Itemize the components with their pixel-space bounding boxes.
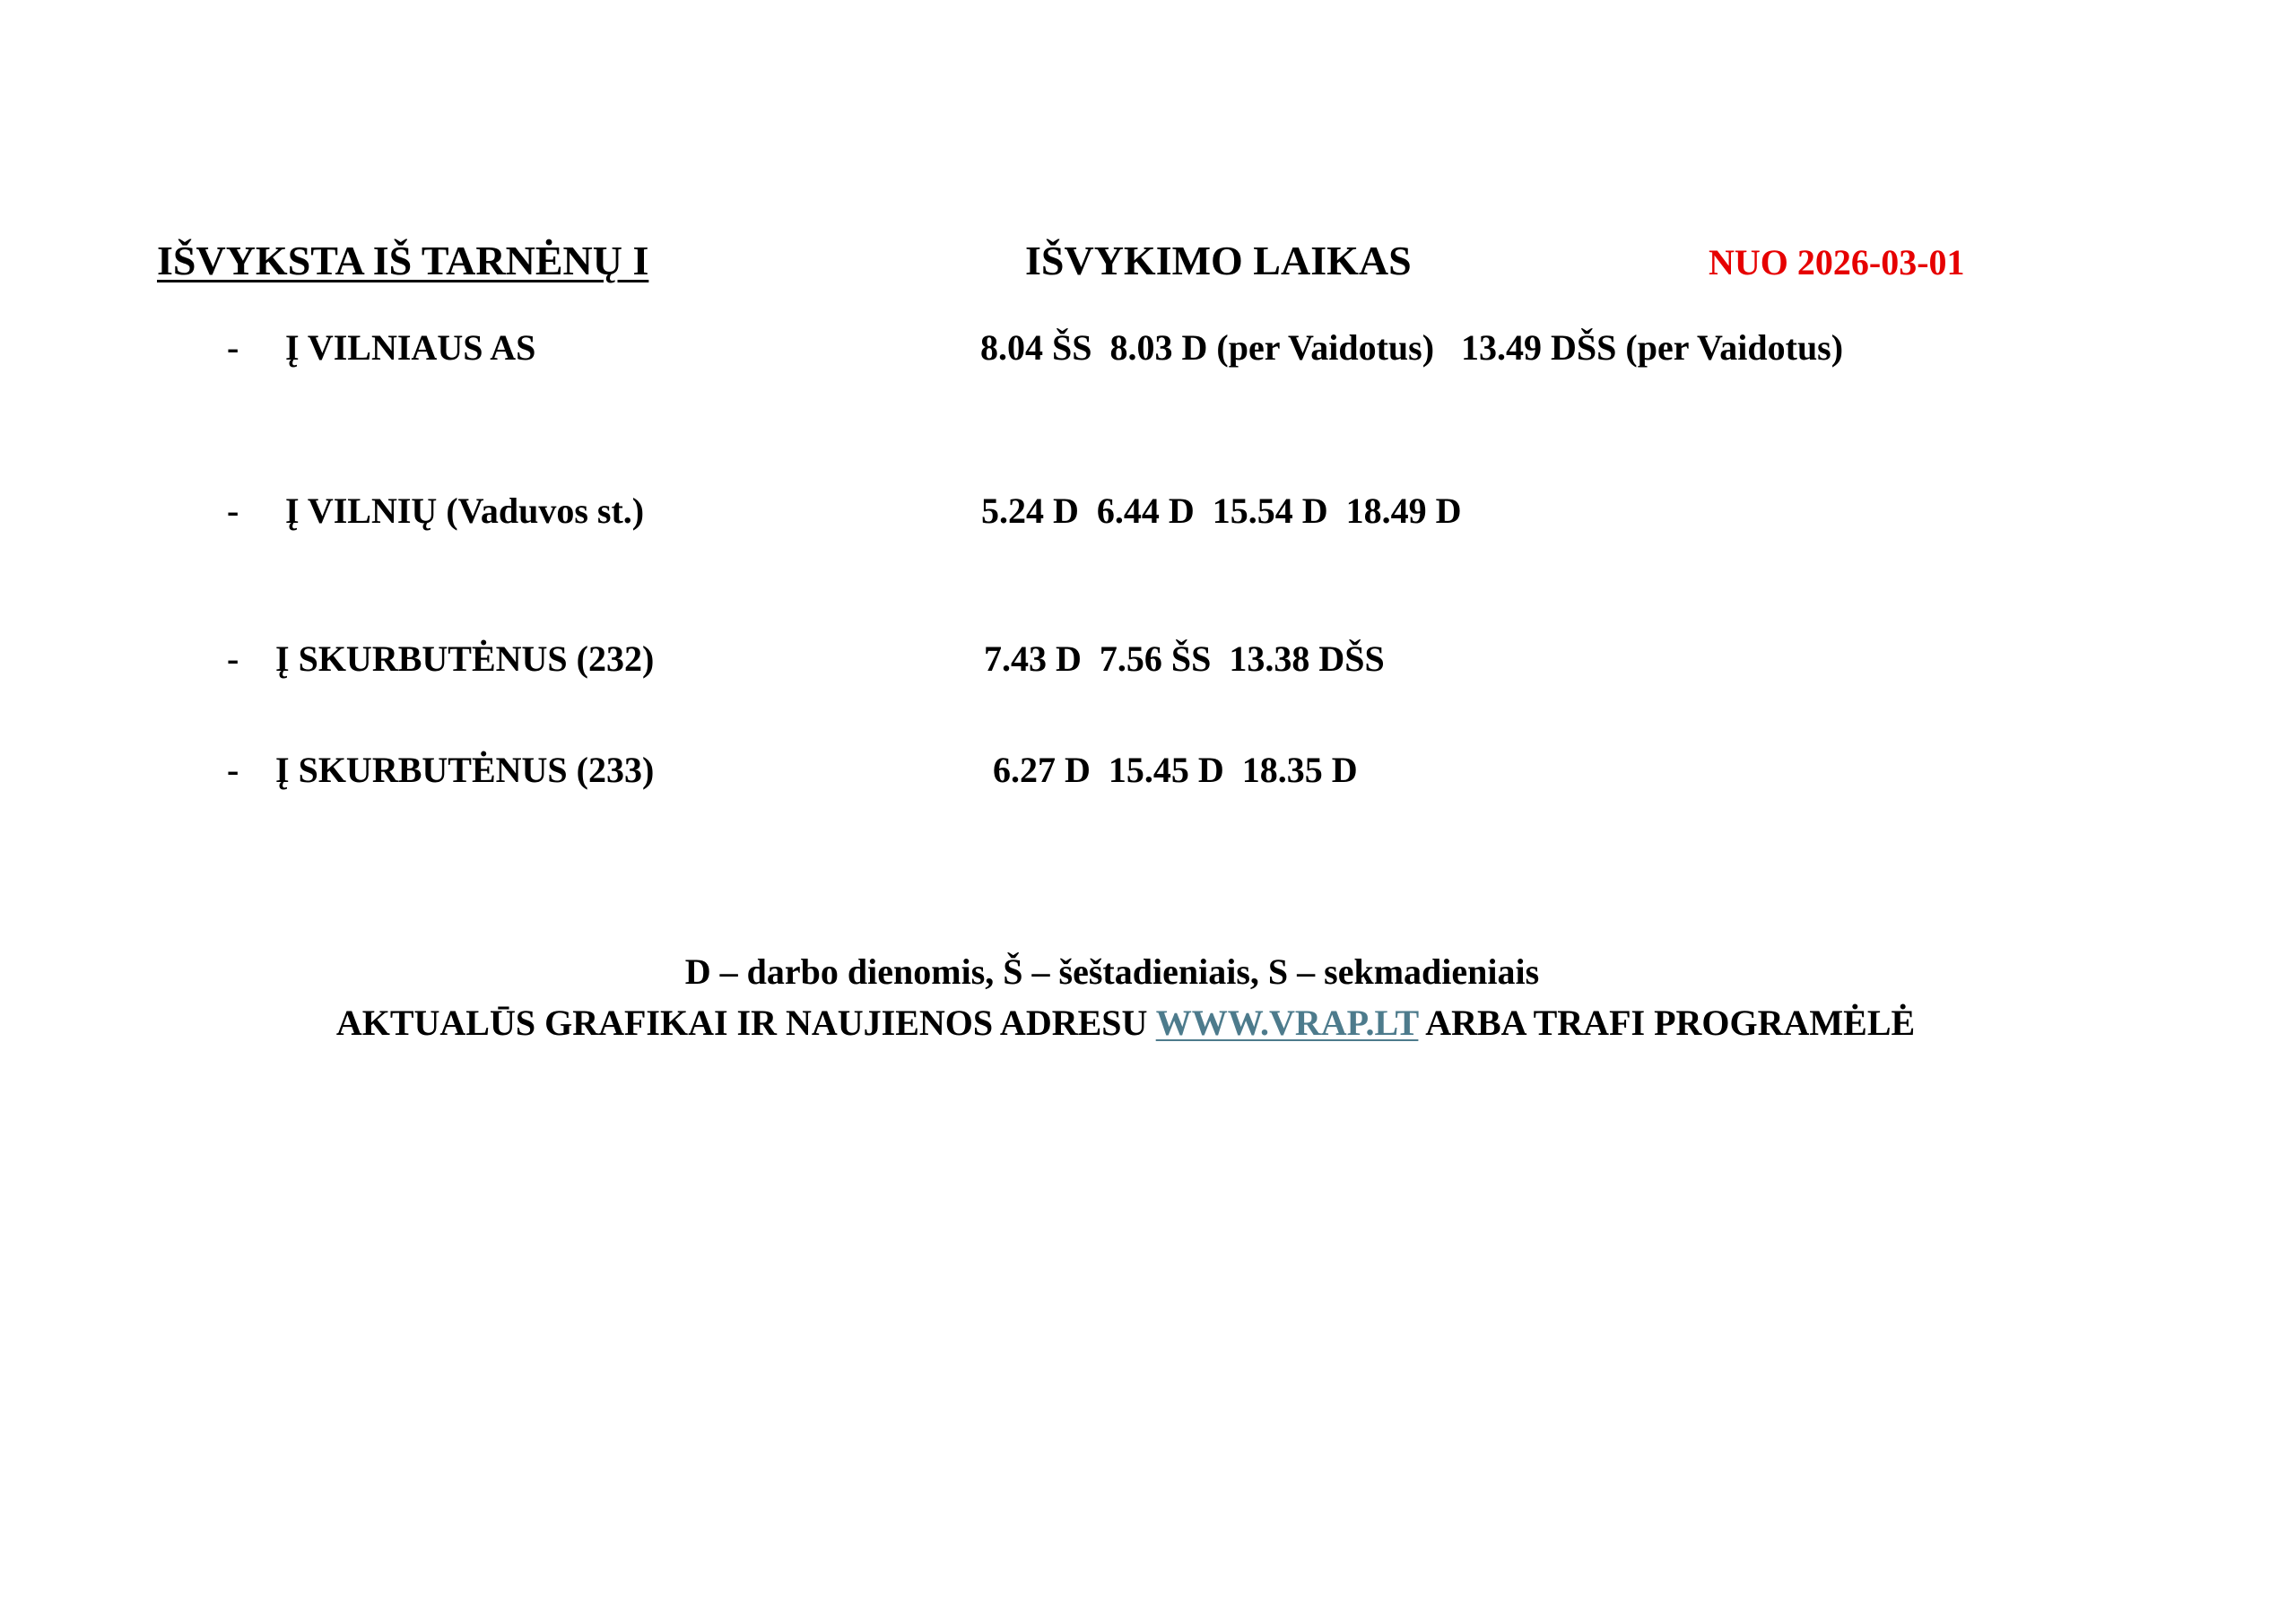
day-legend: D – darbo dienomis, Š – šeštadieniais, S – sekmadieniais xyxy=(684,951,1540,992)
route-times: 5.24 D 6.44 D 15.54 D 18.49 D xyxy=(981,491,1462,531)
website-link[interactable]: WWW.VRAP.LT xyxy=(1155,1003,1419,1043)
route-row-vilniu-vaduvos xyxy=(0,490,2296,534)
route-times: 8.04 ŠS 8.03 D (per Vaidotus) 13.49 DŠS (per Vaidotus) xyxy=(980,327,1844,368)
route-destination: Į VILNIŲ (Vaduvos st.) xyxy=(285,491,645,531)
route-destination: Į SKURBUTĖNUS (232) xyxy=(275,638,655,679)
route-row-skurbutenus-232 xyxy=(0,638,2296,682)
route-times: 6.27 D 15.45 D 18.35 D xyxy=(993,750,1358,790)
route-destination: Į VILNIAUS AS xyxy=(285,327,536,368)
route-bullet: - xyxy=(227,638,239,679)
valid-from-date: NUO 2026-03-01 xyxy=(1709,242,1965,282)
route-bullet: - xyxy=(227,491,239,531)
route-bullet: - xyxy=(227,327,239,368)
route-bullet: - xyxy=(227,750,239,790)
footer-notice xyxy=(0,1002,2251,1044)
footer-prefix: AKTUALŪS GRAFIKAI IR NAUJIENOS ADRESU xyxy=(335,1003,1156,1043)
departure-stop-title: IŠVYKSTA IŠ TARNĖNŲ I xyxy=(157,238,649,283)
footer-suffix: ARBA TRAFI PROGRAMĖLĖ xyxy=(1418,1003,1916,1043)
route-times: 7.43 D 7.56 ŠS 13.38 DŠS xyxy=(984,638,1385,679)
route-destination: Į SKURBUTĖNUS (233) xyxy=(275,750,655,790)
route-row-skurbutenus-233 xyxy=(0,749,2296,794)
departure-time-title: IŠVYKIMO LAIKAS xyxy=(1025,238,1412,283)
route-row-vilniaus-as xyxy=(0,326,2296,371)
